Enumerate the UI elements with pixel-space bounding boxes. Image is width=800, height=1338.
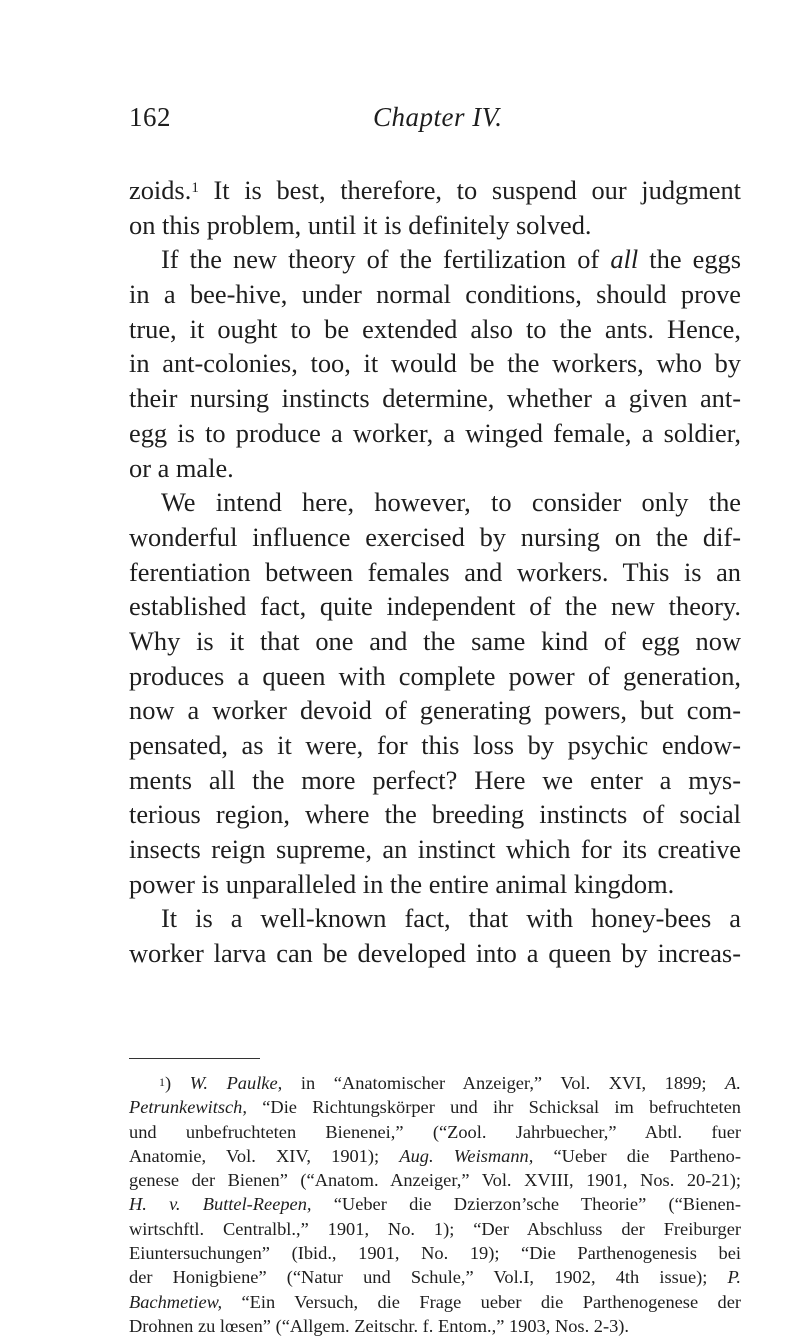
footnote-line: Petrunkewitsch, “Die Richtungskörper und ihr Schicksal im befruchteten [129, 1097, 741, 1118]
footnote-line: wirtschftl. Centralbl.,” 1901, No. 1); “Der Abschluss der Freiburger [129, 1218, 741, 1239]
text-line: established fact, quite independent of the new theory. [129, 591, 741, 622]
text-line: wonderful influence exercised by nursing on the dif- [129, 521, 741, 552]
emphasis: all [610, 244, 639, 275]
text-line: zoids.$^1$ It is best, therefore, to suspend our judgment [129, 175, 741, 205]
text-line: worker larva can be developed into a queen by increas- [129, 938, 741, 969]
footnote-divider [129, 1058, 260, 1059]
page-number: 162 [129, 102, 171, 132]
footnote-line: Drohnen zu lœsen” (“Allgem. Zeitschr. f. Entom.,” 1903, Nos. 2-3). [129, 1315, 630, 1336]
text-line: We intend here, however, to consider only the [161, 487, 741, 518]
text-line: their nursing instincts determine, whether a given ant- [129, 383, 741, 414]
text-line: produces a queen with complete power of generation, [129, 660, 741, 691]
footnote-line: Anatomie, Vol. XIV, 1901); Aug. Weismann, “Ueber die Partheno- [129, 1145, 741, 1166]
text-line: power is unparalleled in the entire animal kingdom. [129, 868, 675, 899]
text-line: ments all the more perfect? Here we enter a mys- [129, 764, 741, 795]
text-line: or a male. [129, 452, 234, 483]
footnote-line: H. v. Buttel-Reepen, “Ueber die Dzierzon’sche Theorie” (“Bienen- [129, 1194, 741, 1215]
footnote-line: der Honigbiene” (“Natur und Schule,” Vol.I, 1902, 4th issue); P. [129, 1267, 741, 1288]
text-line: Why is it that one and the same kind of egg now [129, 625, 741, 656]
footnote-line: Eiuntersuchungen” (Ibid., 1901, No. 19); “Die Parthenogenesis bei [129, 1243, 741, 1264]
chapter-title: Chapter IV. [373, 102, 503, 132]
text-line: true, it ought to be extended also to the ants. Hence, [129, 313, 741, 344]
text-line: on this problem, until it is definitely solved. [129, 209, 592, 240]
footnote-line: Bachmetiew, “Ein Versuch, die Frage ueber die Parthenogenese der [129, 1291, 741, 1312]
text-line: insects reign supreme, an instinct which for its creative [129, 834, 741, 865]
footnote-marker: 1 [159, 1075, 165, 1089]
text-line: in a bee-hive, under normal conditions, should prove [129, 279, 741, 310]
page-header [129, 102, 741, 142]
footnote-line: genese der Bienen” (“Anatom. Anzeiger,” Vol. XVIII, 1901, Nos. 20-21); [129, 1170, 741, 1191]
footnote-reference: 1 [191, 180, 199, 196]
footnote-line: $^1$) W. Paulke, in “Anatomischer Anzeiger,” Vol. XVI, 1899; A. [159, 1073, 741, 1093]
text-line: If the new theory of the fertilization of all the eggs [161, 244, 742, 275]
text-line: in ant-colonies, too, it would be the workers, who by [129, 348, 741, 379]
body-text [129, 173, 741, 971]
footnote-line: und unbefruchteten Bienenei,” (“Zool. Jahrbuecher,” Abtl. fuer [129, 1121, 741, 1142]
text-line: pensated, as it were, for this loss by psychic endow- [129, 730, 741, 760]
text-line: ferentiation between females and workers. This is an [129, 556, 741, 587]
text-line: egg is to produce a worker, a winged female, a soldier, [129, 417, 741, 448]
text-line: terious region, where the breeding instincts of social [129, 799, 741, 830]
text-line: now a worker devoid of generating powers, but com- [129, 695, 741, 726]
text-line: It is a well-known fact, that with honey-bees a [161, 903, 741, 934]
footnote [129, 1071, 741, 1338]
